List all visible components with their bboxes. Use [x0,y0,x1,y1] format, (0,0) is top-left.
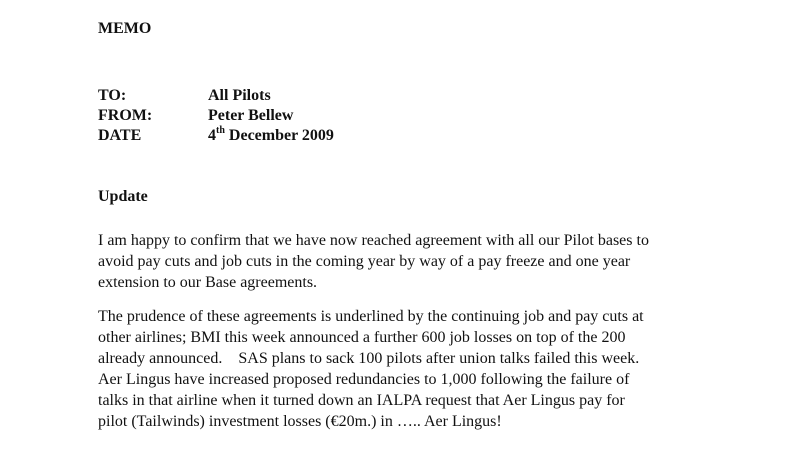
date-row [98,126,334,146]
paragraph-1-line: I am happy to confirm that we have now reached agreement with all our Pilot bases to [98,232,649,249]
paragraph-2-line: other airlines; BMI this week announced a further 600 job losses on top of the 200 [98,329,626,346]
from-value: Peter Bellew [208,107,294,124]
paragraph-1-line: extension to our Base agreements. [98,274,318,291]
date-suffix: th [216,124,225,136]
paragraph-1 [98,230,798,293]
to-label: TO: [98,87,127,104]
to-value: All Pilots [208,87,271,104]
date-value [208,126,334,146]
section-title: Update [98,188,148,205]
paragraph-2-line: already announced. SAS plans to sack 100 pilots after union talks failed this week. [98,350,640,367]
paragraph-2 [98,306,798,432]
date-month-year: December 2009 [224,127,334,144]
paragraph-2-line: The prudence of these agreements is underlined by the continuing job and pay cuts at [98,308,644,325]
paragraph-1-line: avoid pay cuts and job cuts in the coming year by way of a pay freeze and one year [98,253,631,270]
date-day: 4 [208,127,216,144]
paragraph-2-line: Aer Lingus have increased proposed redundancies to 1,000 following the failure of [98,371,630,388]
to-row [98,86,334,106]
paragraph-2-line: talks in that airline when it turned down an IALPA request that Aer Lingus pay for [98,392,625,409]
memo-heading: MEMO [98,20,152,37]
memo-header-block [98,86,334,146]
from-row [98,106,334,126]
paragraph-2-line: pilot (Tailwinds) investment losses (€20m.) in ….. Aer Lingus! [98,413,502,430]
from-label: FROM: [98,107,153,124]
date-label: DATE [98,127,142,144]
